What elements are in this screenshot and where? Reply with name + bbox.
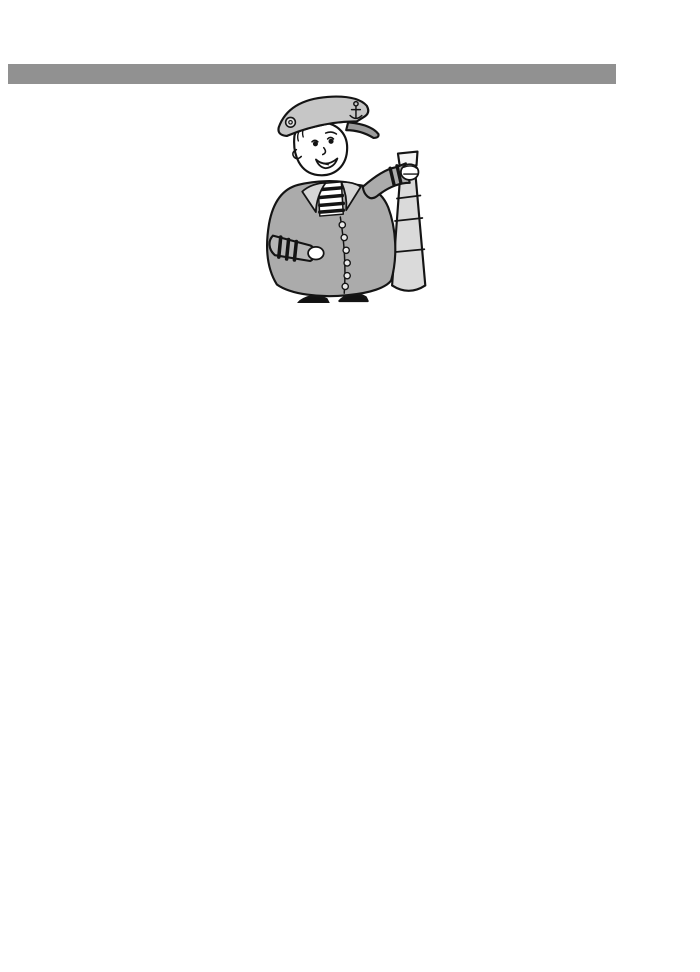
cap-button	[286, 117, 296, 127]
table-header	[8, 64, 616, 84]
table-content	[57, 84, 623, 318]
captain-illustration	[229, 93, 479, 303]
cap-visor	[346, 122, 378, 138]
